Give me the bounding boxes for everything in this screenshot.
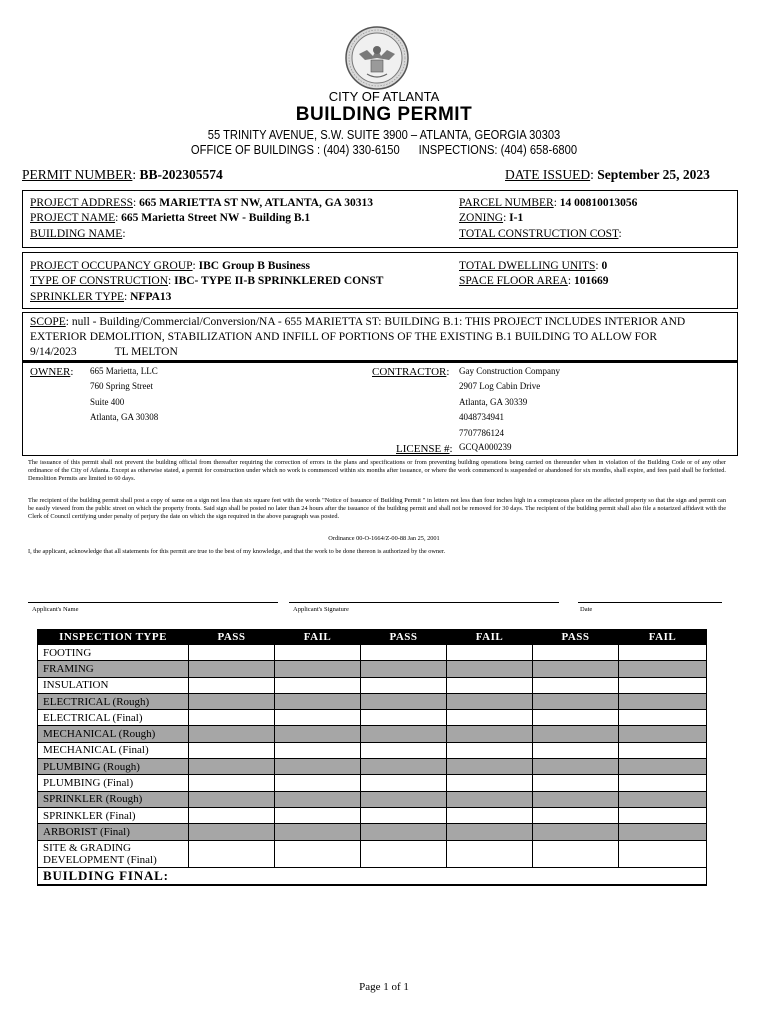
fail-cell[interactable]: [447, 775, 533, 791]
pass-cell[interactable]: [533, 645, 619, 661]
pass-cell[interactable]: [533, 710, 619, 726]
inspection-table: [37, 629, 707, 886]
pass-header: PASS: [189, 630, 275, 645]
inspection-type-header: INSPECTION TYPE: [38, 630, 189, 645]
fail-cell[interactable]: [275, 791, 361, 807]
fail-cell[interactable]: [619, 645, 707, 661]
inspection-type-cell: SPRINKLER (Final): [38, 807, 189, 823]
inspection-type-cell: FRAMING: [38, 661, 189, 677]
fail-cell[interactable]: [619, 759, 707, 775]
pass-cell[interactable]: [361, 693, 447, 709]
table-row: [38, 840, 707, 867]
fail-cell[interactable]: [447, 693, 533, 709]
pass-cell[interactable]: [533, 824, 619, 840]
permit-number-value: BB-202305574: [139, 167, 223, 182]
total-dwelling-units: TOTAL DWELLING UNITS: 0: [459, 260, 608, 272]
fail-cell[interactable]: [275, 677, 361, 693]
table-row: [38, 775, 707, 791]
fail-cell[interactable]: [447, 710, 533, 726]
pass-cell[interactable]: [533, 726, 619, 742]
scope-text: SCOPE: null - Building/Commercial/Conversion/NA - 655 MARIETTA ST: BUILDING B.1: THIS PROJECT INCLUDES INTERIOR AND EXTERIOR DEMOLITION, STABILIZATION AND INFILL OF PORTIONS OF THE EXISTING B.1 BUILDING TO ALLOW FOR 9/14/2023 TL MELTON: [30, 316, 686, 358]
parties-box: [22, 361, 738, 456]
pass-cell[interactable]: [361, 824, 447, 840]
fail-header: FAIL: [447, 630, 533, 645]
applicant-signature-label: Applicant's Signature: [293, 606, 349, 613]
pass-header: PASS: [533, 630, 619, 645]
total-construction-cost: TOTAL CONSTRUCTION COST:: [459, 228, 622, 240]
project-address: PROJECT ADDRESS: 665 MARIETTA ST NW, ATLANTA, GA 30313: [30, 197, 373, 209]
owner-address: 665 Marietta, LLC 760 Spring Street Suite 400 Atlanta, GA 30308: [90, 366, 159, 423]
table-row: [38, 742, 707, 758]
office-phone: OFFICE OF BUILDINGS : (404) 330-6150: [190, 142, 400, 157]
table-row: [38, 759, 707, 775]
inspection-type-cell: PLUMBING (Rough): [38, 759, 189, 775]
pass-cell[interactable]: [189, 710, 275, 726]
fail-cell[interactable]: [447, 645, 533, 661]
pass-cell[interactable]: [361, 645, 447, 661]
pass-cell[interactable]: [533, 742, 619, 758]
table-row: [38, 645, 707, 661]
fail-cell[interactable]: [275, 775, 361, 791]
fail-cell[interactable]: [447, 677, 533, 693]
fail-cell[interactable]: [447, 807, 533, 823]
inspections-phone: INSPECTIONS: (404) 658-6800: [418, 142, 578, 157]
pass-cell[interactable]: [533, 677, 619, 693]
document-title: BUILDING PERMIT: [295, 104, 473, 125]
license-label: LICENSE #:: [396, 443, 453, 455]
fail-cell[interactable]: [619, 807, 707, 823]
inspection-type-cell: MECHANICAL (Final): [38, 742, 189, 758]
fail-cell[interactable]: [275, 661, 361, 677]
pass-cell[interactable]: [189, 807, 275, 823]
fail-header: FAIL: [619, 630, 707, 645]
pass-cell[interactable]: [361, 677, 447, 693]
office-phones: [54, 142, 714, 157]
zoning: ZONING: I-1: [459, 212, 524, 224]
table-row: [38, 824, 707, 840]
city-seal-icon: [345, 26, 409, 90]
pass-cell[interactable]: [533, 775, 619, 791]
inspection-type-cell: PLUMBING (Final): [38, 775, 189, 791]
legal-paragraph-2: The recipient of the building permit shall post a copy of same on a sign not less than six square feet with the words "Notice of Issuance of Building Permit " in letters not less than four inches high in a conspicuous place on the affected property so that the sign and permit can be easily viewed from the public street on which the property fronts. Said sign shall be posted no later than 24 hours after the issuance of the building permit and shall not be removed for 30 days. The recipient of the building permit shall also file a notarized affidavit with the Clerk of Council certifying under penalty of perjury the date on which the sign required in the above paragraph was posted.: [28, 497, 726, 520]
fail-cell[interactable]: [619, 677, 707, 693]
table-row: [38, 807, 707, 823]
building-final-cell[interactable]: BUILDING FINAL:: [38, 867, 707, 885]
city-name: CITY OF ATLANTA: [328, 89, 440, 104]
date-label: Date: [580, 606, 593, 613]
parcel-number: PARCEL NUMBER: 14 00810013056: [459, 197, 638, 209]
pass-cell[interactable]: [361, 661, 447, 677]
inspection-header-row: [38, 630, 707, 645]
pass-cell[interactable]: [361, 807, 447, 823]
pass-header: PASS: [361, 630, 447, 645]
pass-cell[interactable]: [189, 742, 275, 758]
pass-cell[interactable]: [533, 759, 619, 775]
occupancy-box: [22, 252, 738, 309]
fail-cell[interactable]: [275, 840, 361, 867]
fail-cell[interactable]: [275, 693, 361, 709]
fail-cell[interactable]: [619, 661, 707, 677]
applicant-signature-line[interactable]: [289, 602, 559, 603]
pass-cell[interactable]: [189, 661, 275, 677]
pass-cell[interactable]: [533, 661, 619, 677]
space-floor-area: SPACE FLOOR AREA: 101669: [459, 275, 609, 287]
project-name: PROJECT NAME: 665 Marietta Street NW - Building B.1: [30, 212, 311, 224]
inspection-type-cell: ARBORIST (Final): [38, 824, 189, 840]
pass-cell[interactable]: [189, 759, 275, 775]
pass-cell[interactable]: [189, 677, 275, 693]
fail-cell[interactable]: [619, 791, 707, 807]
owner-label: OWNER:: [30, 366, 74, 378]
fail-cell[interactable]: [619, 824, 707, 840]
applicant-name-line[interactable]: [28, 602, 278, 603]
fail-cell[interactable]: [619, 726, 707, 742]
fail-cell[interactable]: [619, 840, 707, 867]
occupancy-group: PROJECT OCCUPANCY GROUP: IBC Group B Business: [30, 260, 310, 272]
scope-author: TL MELTON: [114, 346, 178, 358]
pass-cell[interactable]: [533, 840, 619, 867]
fail-cell[interactable]: [275, 710, 361, 726]
pass-cell[interactable]: [361, 775, 447, 791]
pass-cell[interactable]: [533, 791, 619, 807]
table-row: [38, 677, 707, 693]
table-row: [38, 710, 707, 726]
table-row: [38, 726, 707, 742]
fail-cell[interactable]: [275, 742, 361, 758]
page-number: Page 1 of 1: [359, 981, 409, 993]
permit-number: PERMIT NUMBER: BB-202305574: [22, 167, 223, 182]
date-issued: DATE ISSUED: September 25, 2023: [505, 167, 710, 182]
applicant-acknowledgement: I, the applicant, acknowledge that all statements for this permit are true to the best of my knowledge, and that the work to be done thereon is authorized by the owner.: [28, 548, 446, 555]
fail-cell[interactable]: [275, 759, 361, 775]
contractor-label: CONTRACTOR:: [372, 366, 450, 378]
table-row: [38, 693, 707, 709]
ordinance-reference: Ordinance 00-O-1664/Z-00-88 Jan 25, 2001: [328, 535, 440, 542]
fail-cell[interactable]: [619, 775, 707, 791]
pass-cell[interactable]: [189, 645, 275, 661]
building-name: BUILDING NAME:: [30, 228, 126, 240]
pass-cell[interactable]: [361, 791, 447, 807]
fail-header: FAIL: [275, 630, 361, 645]
pass-cell[interactable]: [189, 726, 275, 742]
fail-cell[interactable]: [275, 807, 361, 823]
inspection-type-cell: INSULATION: [38, 677, 189, 693]
pass-cell[interactable]: [533, 693, 619, 709]
fail-cell[interactable]: [275, 726, 361, 742]
pass-cell[interactable]: [189, 791, 275, 807]
date-issued-value: September 25, 2023: [597, 167, 710, 182]
fail-cell[interactable]: [447, 759, 533, 775]
pass-cell[interactable]: [361, 710, 447, 726]
fail-cell[interactable]: [447, 824, 533, 840]
license-number: GCQA000239: [459, 442, 512, 452]
legal-paragraph-1: The issuance of this permit shall not prevent the building official from thereafter requiring the correction of errors in the plans and specifications or from preventing building operations being carried on thereunder when in violation of the Building Code or of any other ordinance of the City of Atlanta. Except as otherwise stated, a permit for construction under which no work is commenced within six months after issuance, or where the work commenced is suspended or abandoned for six months, shall expire, and fees paid shall be forfeited. Demolition Permits are limited to 60 days.: [28, 459, 726, 482]
inspection-type-cell: ELECTRICAL (Final): [38, 710, 189, 726]
office-address: 55 TRINITY AVENUE, S.W. SUITE 3900 – ATLANTA, GEORGIA 30303: [207, 127, 561, 142]
inspection-type-cell: ELECTRICAL (Rough): [38, 693, 189, 709]
fail-cell[interactable]: [275, 824, 361, 840]
pass-cell[interactable]: [361, 759, 447, 775]
inspection-type-cell: SITE & GRADING DEVELOPMENT (Final): [38, 840, 189, 867]
fail-cell[interactable]: [447, 791, 533, 807]
fail-cell[interactable]: [275, 645, 361, 661]
fail-cell[interactable]: [619, 710, 707, 726]
inspection-type-cell: MECHANICAL (Rough): [38, 726, 189, 742]
building-final-row: [38, 867, 707, 885]
contractor-address: Gay Construction Company 2907 Log Cabin Drive Atlanta, GA 30339 4048734941 7707786124: [459, 366, 560, 438]
pass-cell[interactable]: [361, 726, 447, 742]
pass-cell[interactable]: [361, 742, 447, 758]
fail-cell[interactable]: [447, 661, 533, 677]
fail-cell[interactable]: [619, 742, 707, 758]
pass-cell[interactable]: [189, 693, 275, 709]
table-row: [38, 661, 707, 677]
scope-box: [22, 312, 738, 361]
sprinkler-type: SPRINKLER TYPE: NFPA13: [30, 291, 172, 303]
inspection-type-cell: FOOTING: [38, 645, 189, 661]
pass-cell[interactable]: [189, 824, 275, 840]
fail-cell[interactable]: [619, 693, 707, 709]
pass-cell[interactable]: [533, 807, 619, 823]
pass-cell[interactable]: [361, 840, 447, 867]
table-row: [38, 791, 707, 807]
pass-cell[interactable]: [189, 840, 275, 867]
date-line[interactable]: [578, 602, 722, 603]
pass-cell[interactable]: [189, 775, 275, 791]
fail-cell[interactable]: [447, 726, 533, 742]
inspection-type-cell: SPRINKLER (Rough): [38, 791, 189, 807]
project-info-box: [22, 190, 738, 248]
fail-cell[interactable]: [447, 840, 533, 867]
construction-type: TYPE OF CONSTRUCTION: IBC- TYPE II-B SPRINKLERED CONST: [30, 275, 384, 287]
fail-cell[interactable]: [447, 742, 533, 758]
applicant-name-label: Applicant's Name: [32, 606, 79, 613]
